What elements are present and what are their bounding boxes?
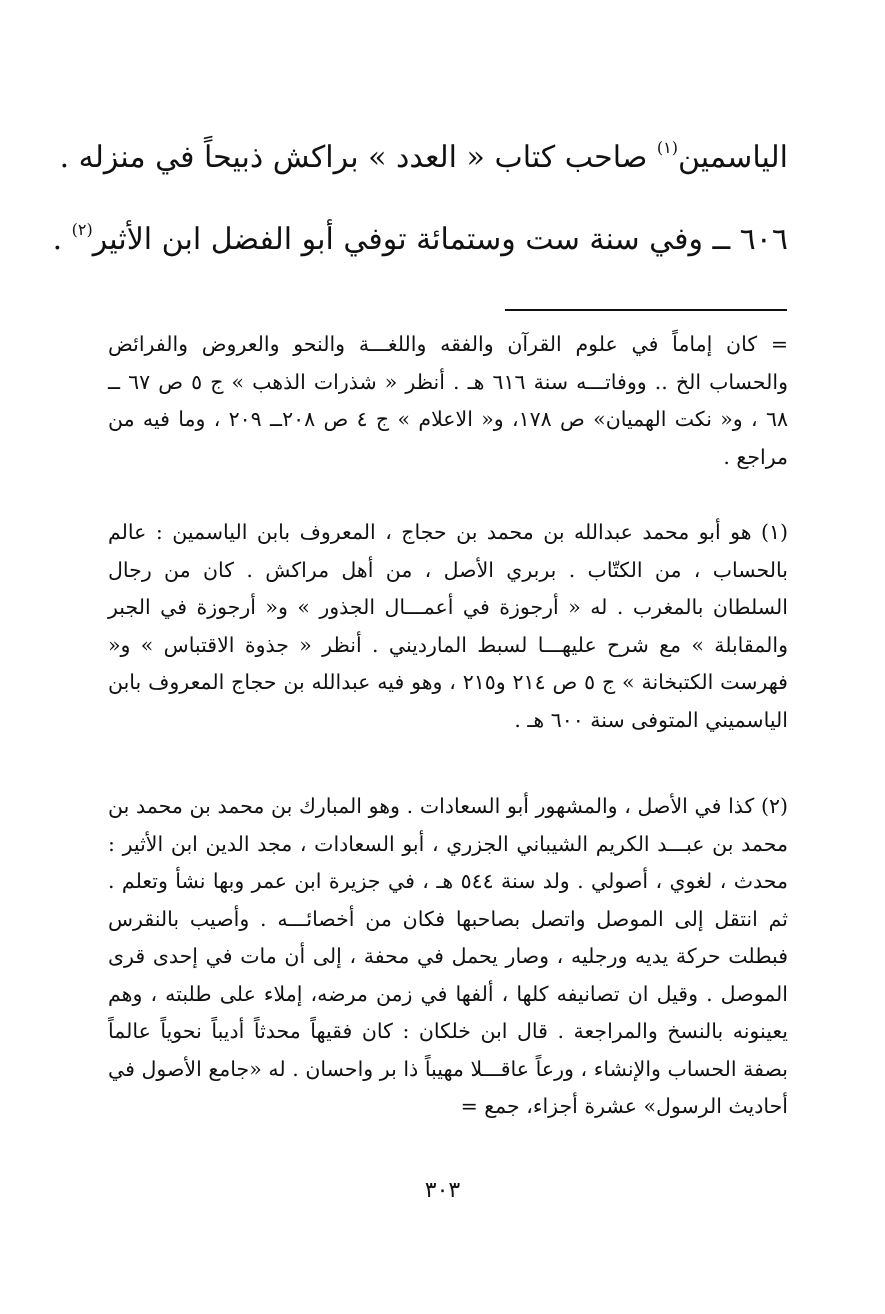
year-entry-text: ٦٠٦ ــ وفي سنة ست وستمائة توفي أبو الفضل ابن الأثير bbox=[92, 222, 788, 257]
footnote-ref-1: (١) bbox=[656, 138, 678, 157]
footnote-2-text: (٢) كذا في الأصل ، والمشهور أبو السعادات . وهو المبارك بن محمد بن محمد بن محمد بن عبـــد الكريم الشيباني الجزري ، أبو السعادات ، مجد الدين ابن الأثير : محدث ، لغوي ، أصولي . ولد سنة ٥٤٤ هـ ، في جزيرة ابن عمر وبها نشأ وتعلم . ثم انتقل إلى الموصل واتصل بصاحبها فكان من أخصائـــه . وأصيب بالنقرس فبطلت حركة يديه ورجليه ، وصار يحمل في محفة ، إلى أن مات في إحدى قرى الموصل . وقيل ان تصانيفه كلها ، ألفها في زمن مرضه، إملاء على طلبته ، وهم يعينونه بالنسخ والمراجعة . قال ابن خلكان : كان فقيهاً محدثاً أديباً نحوياً عالماً بصفة الحساب والإنشاء ، ورعاً عاقـــلا مهيباً ذا بر واحسان . له «جامع الأصول في أحاديث الرسول» عشرة أجزاء، جمع = bbox=[108, 794, 789, 1118]
footnote-1-text: (١) هو أبو محمد عبدالله بن محمد بن حجاج ، المعروف بابن الياسمين : عالم بالحساب ، من الكتّاب . بربري الأصل ، من أهل مراكش . كان من رجال السلطان بالمغرب . له « أرجوزة في أعمـــال الجذور » و« أرجوزة في الجبر والمقابلة » مع شرح عليهـــا لسبط المارديني . أنظر « جذوة الاقتباس » و« فهرست الكتبخانة » ج ٥ ص ٢١٤ و٢١٥ ، وهو فيه عبدالله بن حجاج المعروف بابن الياسميني المتوفى سنة ٦٠٠ هـ . bbox=[108, 520, 788, 732]
entry-end: . bbox=[52, 222, 72, 257]
footnote-1 bbox=[108, 514, 788, 739]
footnote-continuation-text: = كان إماماً في علوم القرآن والفقه واللغـــة والنحو والعروض والفرائض والحساب الخ .. ووفاتـــه سنة ٦١٦ هـ . أنظر « شذرات الذهب » ج ٥ ص ٦٧ ــ ٦٨ ، و« نكت الهميان» ص ١٧٨، و« الاعلام » ج ٤ ص ٢٠٨ــ ٢٠٩ ، وما فيه من مراجع . bbox=[108, 332, 789, 469]
page-number: ٣٠٣ bbox=[424, 1178, 461, 1203]
entry-text: صاحب كتاب « العدد » براكش ذبيحاً في منزله . bbox=[59, 140, 657, 175]
entry-name: الياسمين bbox=[677, 140, 788, 175]
main-text-line-2 bbox=[52, 218, 788, 262]
footnote-separator bbox=[505, 309, 787, 311]
footnote-ref-2: (٢) bbox=[71, 220, 93, 239]
main-text-line-1 bbox=[59, 136, 788, 180]
footnote-2 bbox=[108, 788, 788, 1126]
footnote-continuation bbox=[108, 326, 788, 476]
